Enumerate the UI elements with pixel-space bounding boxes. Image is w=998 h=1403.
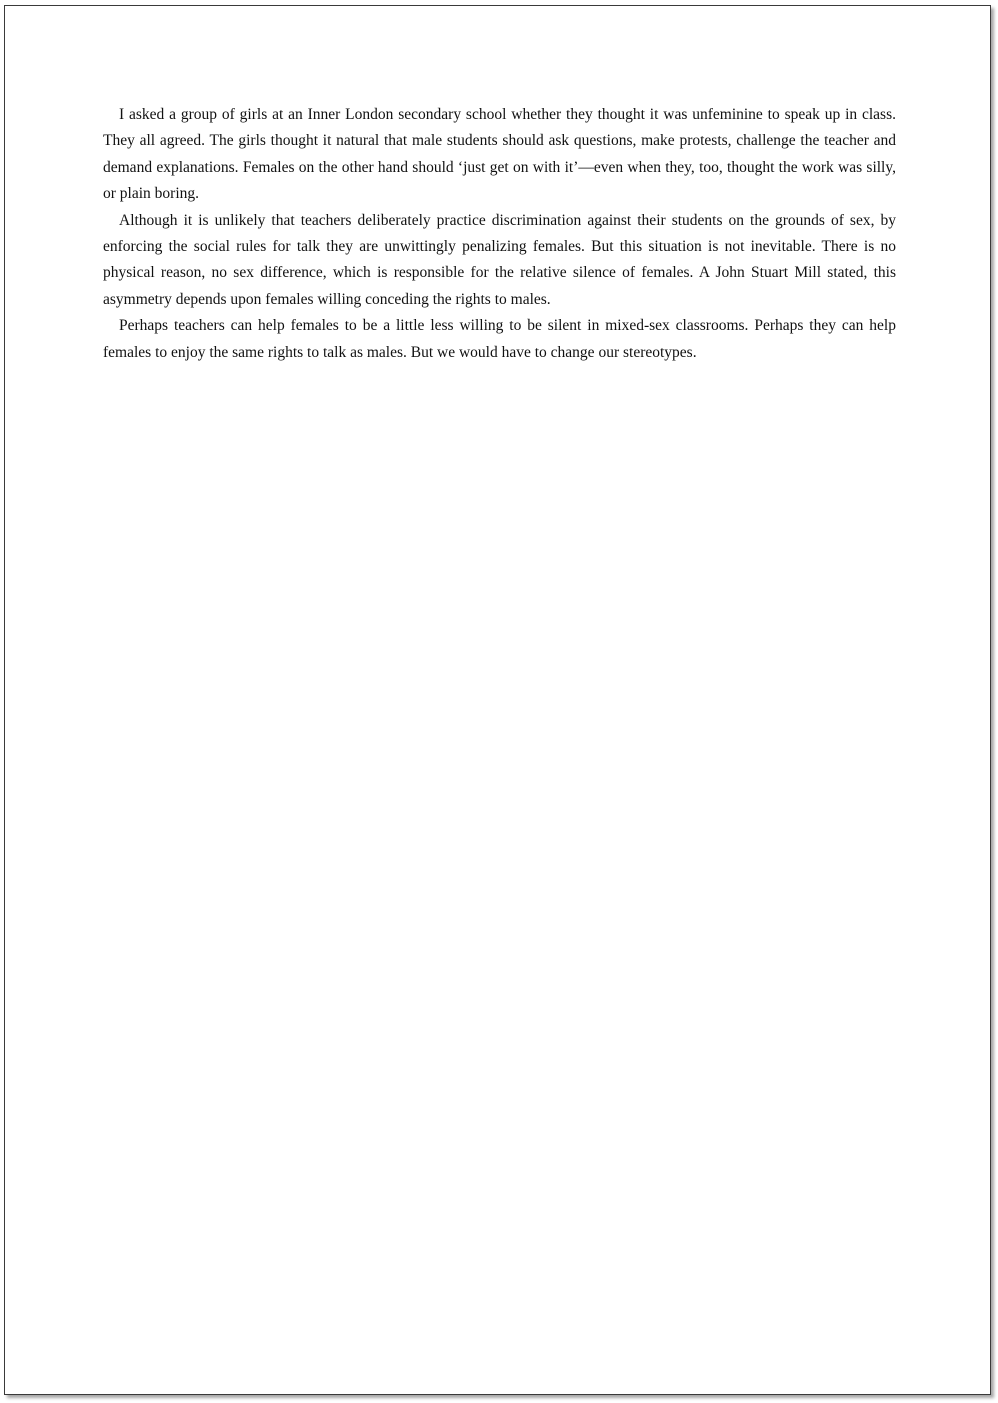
body-text bbox=[103, 102, 896, 366]
paragraph-2: Although it is unlikely that teachers deliberately practice discrimination against their students on the grounds of sex, by enforcing the social rules for talk they are unwittingly penalizing females. But this situation is not inevitable. There is no physical reason, no sex difference, which is responsible for the relative silence of females. A John Stuart Mill stated, this asymmetry depends upon females willing conceding the rights to males. bbox=[103, 211, 896, 308]
document-page bbox=[4, 5, 991, 1395]
paragraph-3: Perhaps teachers can help females to be a little less willing to be silent in mixed-sex classrooms. Perhaps they can help females to enjoy the same rights to talk as males. But we would have to change our stereotypes. bbox=[103, 317, 896, 361]
paragraph-1: I asked a group of girls at an Inner London secondary school whether they thought it was unfeminine to speak up in class. They all agreed. The girls thought it natural that male students should ask questions, make protests, challenge the teacher and demand explanations. Females on the other hand should ‘just get on with it’—even when they, too, thought the work was silly, or plain boring. bbox=[103, 106, 896, 203]
